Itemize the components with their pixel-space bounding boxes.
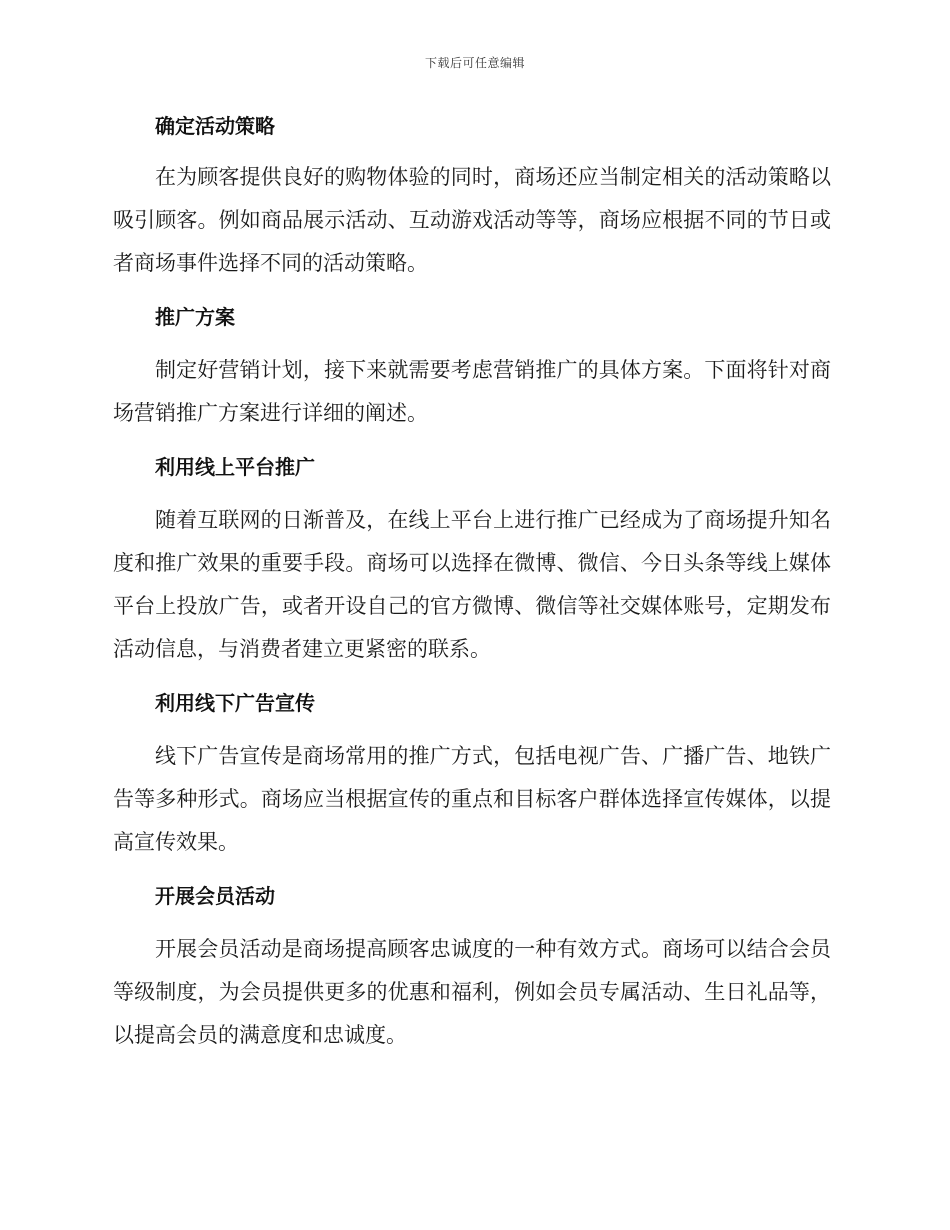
section-offline-advertising (113, 685, 831, 864)
section-heading: 确定活动策略 (155, 114, 275, 138)
section-paragraph: 在为顾客提供良好的购物体验的同时，商场还应当制定相关的活动策略以吸引顾客。例如商品展示活动、互动游戏活动等等，商场应根据不同的节日或者商场事件选择不同的活动策略。 (113, 165, 831, 275)
section-promotion-plan (113, 299, 831, 435)
section-paragraph: 随着互联网的日渐普及，在线上平台上进行推广已经成为了商场提升知名度和推广效果的重要手段。商场可以选择在微博、微信、今日头条等线上媒体平台上投放广告，或者开设自己的官方微博、微信等社交媒体账号，定期发布活动信息，与消费者建立更紧密的联系。 (113, 508, 831, 661)
page-header-note: 下载后可任意编辑 (424, 56, 525, 70)
section-online-promotion (113, 449, 831, 671)
section-paragraph: 线下广告宣传是商场常用的推广方式，包括电视广告、广播广告、地铁广告等多种形式。商场应当根据宣传的重点和目标客户群体选择宣传媒体，以提高宣传效果。 (113, 744, 831, 854)
section-heading: 利用线上平台推广 (155, 455, 315, 479)
section-member-activities (113, 878, 831, 1057)
section-heading: 推广方案 (155, 305, 235, 329)
section-paragraph: 开展会员活动是商场提高顾客忠诚度的一种有效方式。商场可以结合会员等级制度，为会员提供更多的优惠和福利，例如会员专属活动、生日礼品等，以提高会员的满意度和忠诚度。 (113, 937, 831, 1047)
section-heading: 利用线下广告宣传 (155, 691, 315, 715)
section-activity-strategy (113, 108, 831, 285)
section-heading: 开展会员活动 (155, 884, 275, 908)
section-paragraph: 制定好营销计划，接下来就需要考虑营销推广的具体方案。下面将针对商场营销推广方案进行详细的阐述。 (113, 358, 831, 425)
document-body (113, 108, 831, 1071)
